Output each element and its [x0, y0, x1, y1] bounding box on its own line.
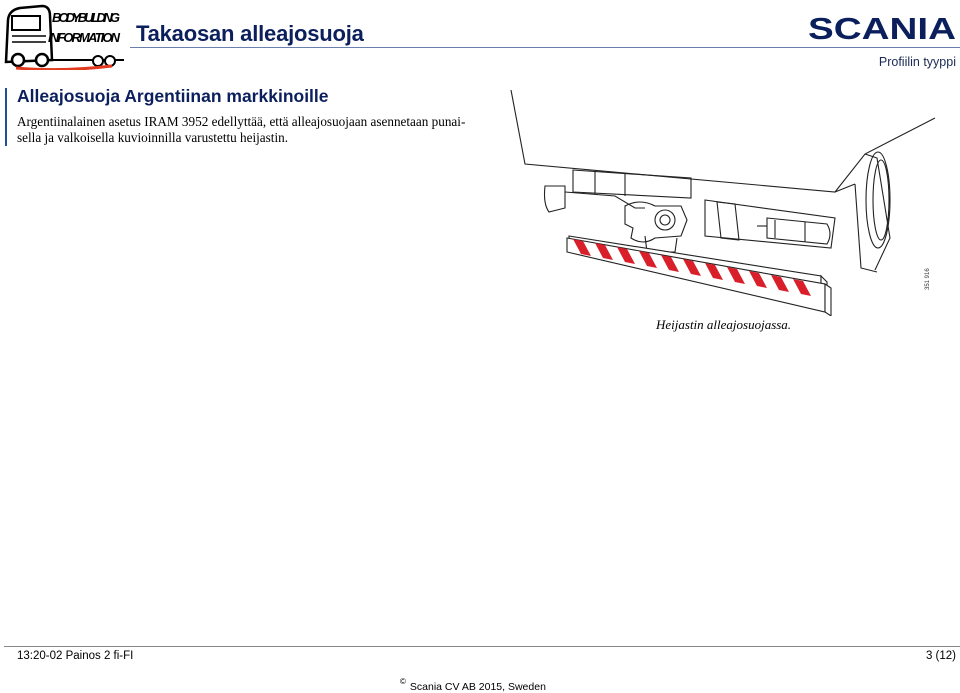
figure-caption: Heijastin alleajosuojassa. — [656, 317, 792, 332]
footer-rule — [4, 646, 960, 647]
page-number: 3 (12) — [925, 650, 956, 662]
logo-line1: BODYBUILDING — [52, 10, 120, 25]
header-rule — [130, 47, 960, 48]
section-body — [17, 114, 492, 145]
copyright-text: Scania CV AB 2015, Sweden — [409, 681, 546, 693]
bodybuilding-information-logo — [2, 2, 127, 70]
body-line-2: sella ja valkoisella kuvioinnilla varustettu heijastin. — [17, 129, 289, 145]
section-accent-bar — [5, 88, 7, 146]
section-title: Alleajosuoja Argentiinan markkinoille — [17, 86, 329, 106]
copyright-symbol: © — [400, 677, 406, 686]
body-line-1: Argentiinalainen asetus IRAM 3952 edellyttää, että alleajosuojaan asennetaan punai- — [17, 114, 466, 129]
profile-type-label: Profiilin tyyppi — [878, 55, 956, 69]
underrun-protection-illustration — [505, 88, 960, 316]
logo-line2: INFORMATION — [48, 30, 120, 45]
page-title: Takaosan alleajosuoja — [136, 21, 364, 46]
figure-number: 351 916 — [925, 268, 931, 290]
scania-logo-text: SCANIA — [808, 12, 956, 42]
copyright — [400, 677, 546, 693]
document-reference: 13:20-02 Painos 2 fi-FI — [17, 650, 134, 662]
scania-logo — [808, 12, 958, 42]
